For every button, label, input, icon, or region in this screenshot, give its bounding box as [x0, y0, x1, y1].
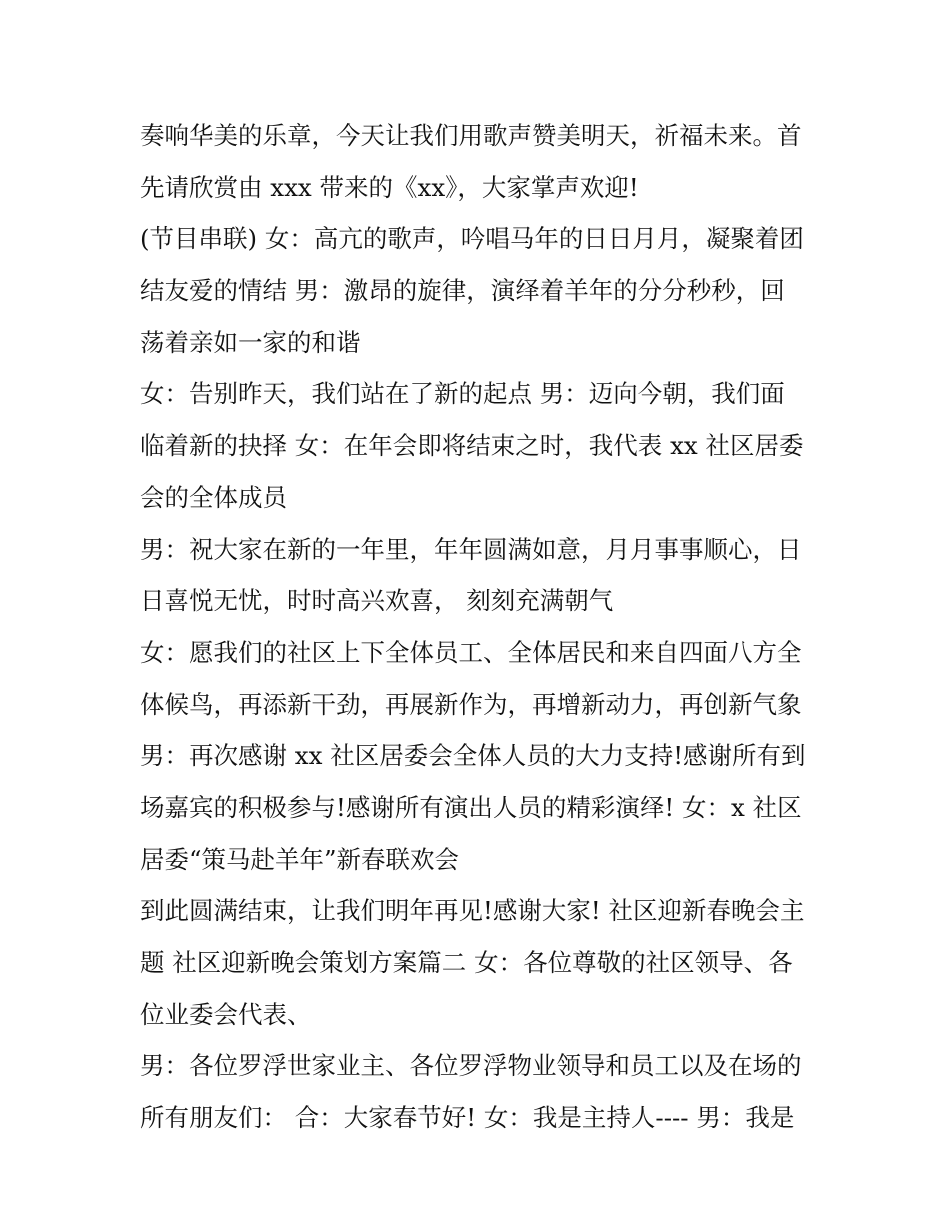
text-line: 到此圆满结束，让我们明年再见!感谢大家! 社区迎新春晚会主	[140, 896, 805, 926]
text-line: 临着新的抉择 女：在年会即将结束之时，我代表 xx 社区居委	[140, 431, 804, 461]
document-body	[140, 110, 820, 1144]
text-line: 女：愿我们的社区上下全体员工、全体居民和来自四面八方全	[140, 637, 802, 667]
text-line: 奏响华美的乐章，今天让我们用歌声赞美明天，祈福未来。首	[140, 121, 802, 150]
text-line: 日喜悦无忧，时时高兴欢喜， 刻刻充满朝气	[140, 586, 614, 616]
text-line: 体候鸟，再添新干劲，再展新作为，再增新动力，再创新气象	[140, 689, 802, 719]
text-line: 题 社区迎新晚会策划方案篇二 女：各位尊敬的社区领导、各	[140, 948, 793, 977]
text-line: 位业委会代表、	[140, 999, 312, 1029]
text-line: 居委“策马赴羊年”新春联欢会	[140, 844, 460, 874]
text-line: 女：告别昨天，我们站在了新的起点 男：迈向今朝，我们面	[140, 379, 785, 409]
text-line: 会的全体成员	[140, 482, 287, 512]
text-line: 男：祝大家在新的一年里，年年圆满如意，月月事事顺心，日	[140, 534, 802, 564]
text-line: 男：各位罗浮世家业主、各位罗浮物业领导和员工以及在场的	[140, 1051, 802, 1081]
text-line: 男：再次感谢 xx 社区居委会全体人员的大力支持!感谢所有到	[140, 741, 806, 771]
text-line: 结友爱的情结 男：激昂的旋律，演绎着羊年的分分秒秒，回	[140, 276, 785, 306]
text-line: 所有朋友们： 合：大家春节好! 女：我是主持人---- 男：我是	[140, 1103, 795, 1133]
text-line: 场嘉宾的积极参与!感谢所有演出人员的精彩演绎! 女：x 社区	[140, 792, 802, 822]
text-line: 荡着亲如一家的和谐	[140, 327, 361, 357]
text-line: 先请欣赏由 xxx 带来的《xx》，大家掌声欢迎!	[140, 172, 639, 202]
text-line: (节目串联) 女：高亢的歌声，吟唱马年的日日月月，凝聚着团	[140, 224, 804, 254]
